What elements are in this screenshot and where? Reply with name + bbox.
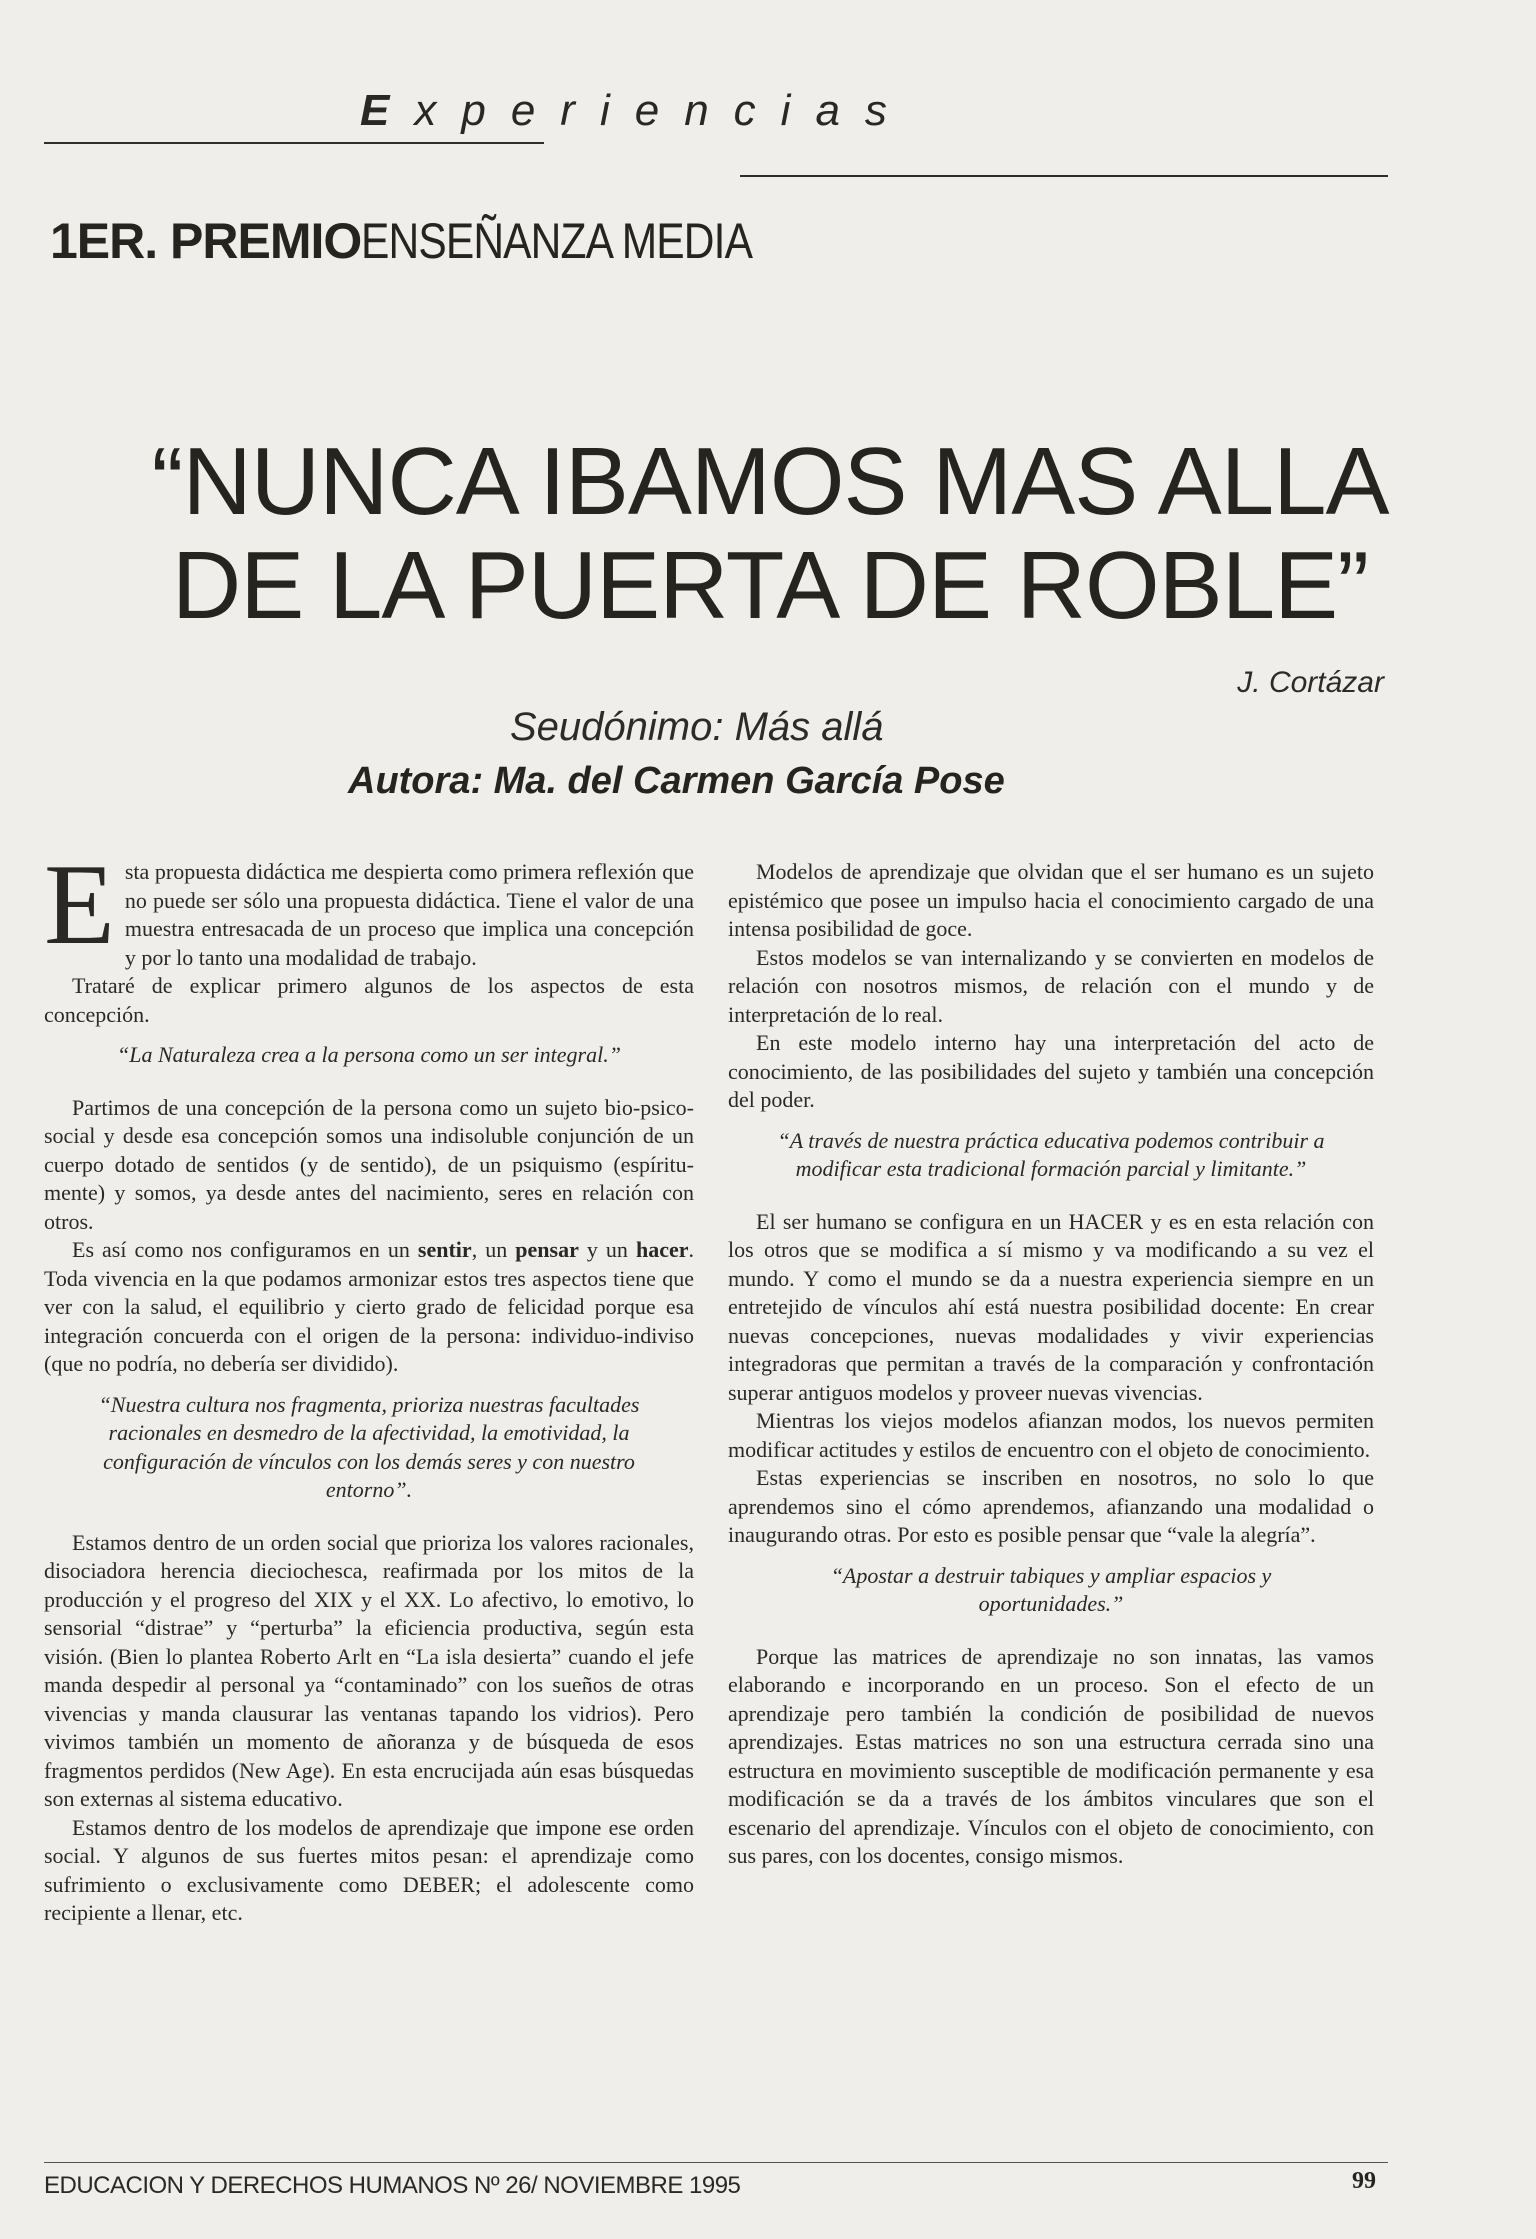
paragraph-text: , un	[471, 1237, 516, 1262]
award-kicker	[50, 212, 821, 270]
paragraph: Estos modelos se van internalizando y se convierten en modelos de relación con nosotros mismos, de relación con el mundo y de interpretación de lo real.	[728, 944, 1374, 1027]
award-kicker-bold: 1ER. PREMIO	[50, 213, 362, 269]
pull-quote: “La Naturaleza crea a la persona como un ser integral.”	[117, 1042, 621, 1067]
article-headline	[100, 430, 1440, 638]
header-rule-left	[44, 142, 544, 144]
header-rule-right	[740, 175, 1388, 177]
page-number: 99	[1352, 2168, 1376, 2194]
paragraph: Estas experiencias se inscriben en nosotros, no solo lo que aprendemos sino el cómo aprendemos, afianzando una modalidad o inaugurando otras. Por esto es posible pensar que “vale la alegría”.	[728, 1465, 1374, 1547]
paragraph: Partimos de una concepción de la persona como un sujeto bio-psico-social y desde esa concepción somos una indisoluble conjunción de un cuerpo dotado de sentidos (y de sentido), de un psiquismo (espíritu-mente) y somos, ya desde antes del nacimiento, seres en relación con otros.	[44, 1094, 694, 1234]
pull-quote: “Apostar a destruir tabiques y ampliar espacios y oportunidades.”	[830, 1562, 1272, 1616]
paragraph-text: . Toda vivencia en la que podamos armonizar estos tres aspectos tiene que ver con la salud, el equilibrio y cierto grado de felicidad porque esa integración concuerda con el origen de la persona: individuo-indiviso (que no podría, no debería ser dividido).	[44, 1237, 695, 1376]
paragraph: Trataré de explicar primero algunos de los aspectos de esta concepción.	[44, 973, 694, 1027]
headline-line-1: “NUNCA IBAMOS MAS ALLA	[151, 428, 1389, 535]
section-label-rest: xperiencias	[414, 86, 912, 135]
pull-quote: “Nuestra cultura nos fragmenta, prioriza nuestras facultades racionales en desmedro de la afectividad, la emotividad, la configuración de vínculos con los demás seres y con nuestro entorno”.	[98, 1391, 640, 1502]
award-kicker-category: ENSEÑANZA MEDIA	[361, 213, 753, 269]
headline-line-2: DE LA PUERTA DE ROBLE”	[171, 532, 1369, 639]
paragraph	[44, 1236, 694, 1379]
paragraph-text: sta propuesta didáctica me despierta como primera reflexión que no puede ser sólo una propuesta didáctica. Tiene el valor de una muestra entresacada de un proceso que implica una concepción y por lo tanto una modalidad de trabajo.	[124, 859, 694, 970]
paragraph	[44, 841, 694, 972]
epigraph-author: J. Cortázar	[1237, 666, 1384, 699]
right-column	[728, 858, 1374, 1871]
paragraph: Porque las matrices de aprendizaje no son innatas, las vamos elaborando e incorporando en un proceso. Son el efecto de un aprendizaje pero también la condición de posibilidad de nuevos aprendizajes. Estas matrices no son una estructura cerrada sino una estructura en movimiento susceptible de modificación permanente y esa modificación se da a través de los ámbitos vinculares que son el escenario del aprendizaje. Vínculos con el objeto de conocimiento, con sus pares, con los docentes, consigo mismos.	[728, 1643, 1374, 1868]
paragraph: Estamos dentro de un orden social que prioriza los valores racionales, disociadora herencia dieciochesca, reafirmada por los mitos de la producción y el progreso del XIX y el XX. Lo afectivo, lo emotivo, lo sensorial “distrae” y “perturba” la eficiencia productiva, según esta visión. (Bien lo plantea Roberto Arlt en “La isla desierta” cuando el jefe manda despedir al personal ya “contaminado” con los sueños de otras vivencias y manda clausurar las ventanas tapando los vidrios). Pero vivimos también un momento de añoranza y de búsqueda de esos fragmentos perdidos (New Age). En esta encrucijada aún esas búsquedas son externas al sistema educativo.	[44, 1529, 694, 1811]
drop-cap: E	[44, 841, 115, 969]
paragraph: En este modelo interno hay una interpretación del acto de conocimiento, de las posibilidades del sujeto y también una concepción del poder.	[728, 1030, 1374, 1112]
pseudonym: Seudónimo: Más allá	[510, 705, 884, 749]
emphasis-hacer: hacer	[635, 1237, 689, 1262]
pull-quote: “A través de nuestra práctica educativa podemos contribuir a modificar esta tradicional formación parcial y limitante.”	[777, 1127, 1325, 1181]
section-label	[360, 86, 912, 136]
paragraph-text: Es así como nos configuramos en un	[72, 1237, 418, 1262]
paragraph: Mientras los viejos modelos afianzan modos, los nuevos permiten modificar actitudes y estilos de encuentro con el objeto de conocimiento.	[728, 1408, 1374, 1462]
footer-rule	[44, 2162, 1388, 2163]
emphasis-sentir: sentir	[417, 1237, 472, 1262]
paragraph: El ser humano se configura en un HACER y es en esta relación con los otros que se modifica a sí mismo y va modificando a su vez el mundo. Y como el mundo se da a nuestra experiencia siempre en un entretejido de vínculos ahí está nuestra posibilidad docente: En crear nuevas concepciones, nuevas modalidades y vivir experiencias integradoras que permitan a través de la comparación y confrontación superar antiguos modelos y proveer nuevas vivencias.	[728, 1208, 1374, 1405]
paragraph-text: y un	[578, 1237, 636, 1262]
left-column	[44, 841, 695, 1928]
paragraph: Modelos de aprendizaje que olvidan que el ser humano es un sujeto epistémico que posee un impulso hacia el conocimiento cargado de una intensa posibilidad de goce.	[728, 859, 1374, 941]
section-label-initial: E	[360, 86, 415, 135]
publication-footer: EDUCACION Y DERECHOS HUMANOS Nº 26/ NOVIEMBRE 1995	[44, 2172, 741, 2199]
paragraph: Estamos dentro de los modelos de aprendizaje que impone ese orden social. Y algunos de sus fuertes mitos pesan: el aprendizaje como sufrimiento o exclusivamente como DEBER; el adolescente como recipiente a llenar, etc.	[44, 1814, 694, 1925]
article-author: Autora: Ma. del Carmen García Pose	[348, 760, 1005, 802]
emphasis-pensar: pensar	[515, 1237, 579, 1262]
